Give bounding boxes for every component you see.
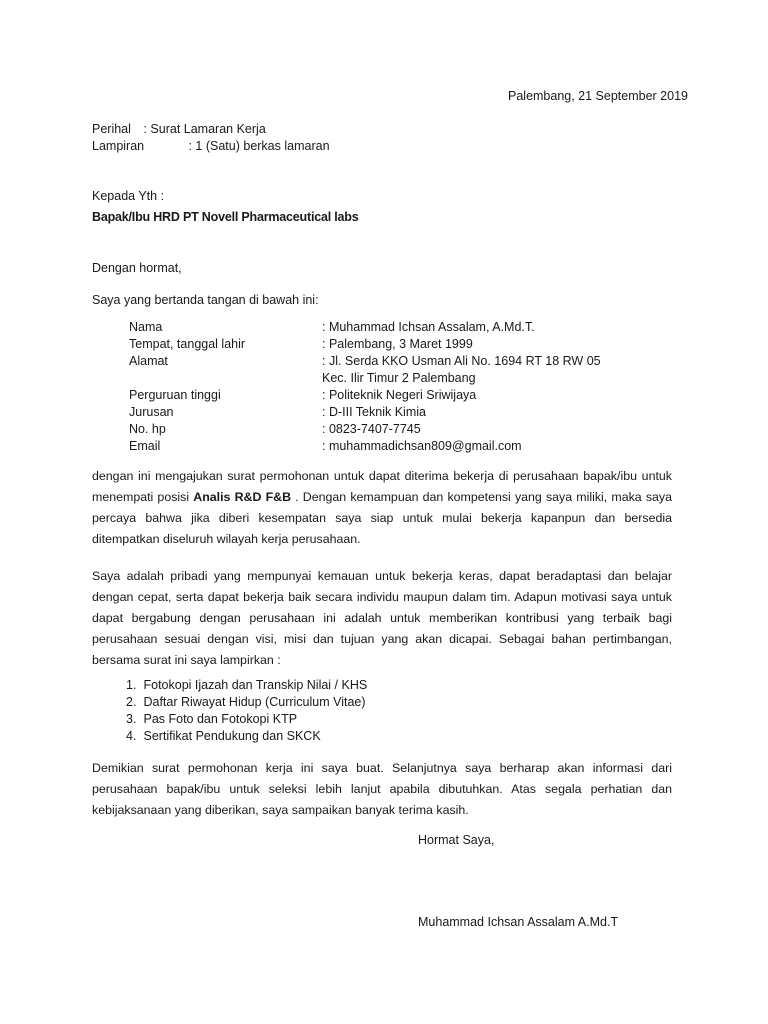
detail-value: Kec. Ilir Timur 2 Palembang <box>322 371 476 385</box>
list-text: Sertifikat Pendukung dan SKCK <box>143 729 321 743</box>
detail-row <box>129 353 629 370</box>
list-number: 4. <box>126 729 137 743</box>
applicant-details <box>129 319 629 455</box>
detail-label: Email <box>129 439 161 453</box>
detail-row <box>129 421 629 438</box>
intro-text: Saya yang bertanda tangan di bawah ini: <box>92 293 319 307</box>
detail-row <box>129 336 629 353</box>
detail-value: : Palembang, 3 Maret 1999 <box>322 337 473 351</box>
detail-label: Jurusan <box>129 405 174 419</box>
paragraph-closing: Demikian surat permohonan kerja ini saya buat. Selanjutnya saya berharap akan informasi dari perusahaan bapak/ibu untuk seleksi lebih lanjut apabila dibutuhkan. Atas segala perhatian dan kebijaksanaan yang diberikan, saya sampaikan banyak terima kasih. <box>92 761 672 817</box>
attachment-row <box>92 138 330 155</box>
detail-value: : Jl. Serda KKO Usman Ali No. 1694 RT 18 RW 05 <box>322 354 601 368</box>
attachment-value: : 1 (Satu) berkas lamaran <box>188 139 330 153</box>
detail-label: Perguruan tinggi <box>129 388 221 402</box>
paragraph-application <box>92 466 672 550</box>
detail-row <box>129 387 629 404</box>
list-number: 3. <box>126 712 137 726</box>
list-item <box>126 694 367 711</box>
detail-row <box>129 319 629 336</box>
paragraph-text: dengan ini mengajukan surat permohonan untuk dapat diterima bekerja di perusahaan bapak/ibu untuk menempati posisi <box>92 469 672 504</box>
list-text: Daftar Riwayat Hidup (Curriculum Vitae) <box>143 695 366 709</box>
detail-label: Tempat, tanggal lahir <box>129 337 246 351</box>
detail-value: : Politeknik Negeri Sriwijaya <box>322 388 477 402</box>
greeting: Dengan hormat, <box>92 261 182 275</box>
closing-salutation: Hormat Saya, <box>418 833 495 847</box>
list-number: 2. <box>126 695 137 709</box>
list-text: Pas Foto dan Fotokopi KTP <box>143 712 298 726</box>
attachment-list <box>126 677 367 745</box>
subject-value: : Surat Lamaran Kerja <box>143 122 266 136</box>
detail-row <box>129 438 629 455</box>
detail-value: : D-III Teknik Kimia <box>322 405 426 419</box>
list-number: 1. <box>126 678 137 692</box>
detail-label: No. hp <box>129 422 166 436</box>
detail-value: : Muhammad Ichsan Assalam, A.Md.T. <box>322 320 535 334</box>
letter-date: Palembang, 21 September 2019 <box>508 89 688 103</box>
subject-row <box>92 121 266 138</box>
detail-value: : muhammadichsan809@gmail.com <box>322 439 522 453</box>
paragraph-motivation: Saya adalah pribadi yang mempunyai kemauan untuk bekerja keras, dapat beradaptasi dan belajar dengan cepat, serta dapat bekerja baik secara individu maupun dalam tim. Adapun motivasi saya untuk dapat bergabung dengan perusahaan ini adalah untuk memberikan kontribusi yang terbaik bagi perusahaan sesuai dengan visi, misi dan tujuan yang akan dicapai. Sebagai bahan pertimbangan, bersama surat ini saya lampirkan : <box>92 569 672 667</box>
paragraph-text: . Dengan kemampuan dan kompetensi yang saya miliki, maka saya percaya bahwa jika diberi kesempatan saya siap untuk mulai bekerja kapanpun dan bersedia ditempatkan diseluruh wilayah kerja perusahaan. <box>92 490 672 546</box>
list-text: Fotokopi Ijazah dan Transkip Nilai / KHS <box>143 678 368 692</box>
detail-label: Nama <box>129 320 163 334</box>
position-highlight: Analis R&D F&B <box>193 490 292 504</box>
detail-label: Alamat <box>129 354 168 368</box>
detail-label <box>129 370 322 387</box>
list-item <box>126 728 367 745</box>
subject-label: Perihal <box>92 122 131 136</box>
detail-row <box>129 404 629 421</box>
recipient-name: Bapak/Ibu HRD PT Novell Pharmaceutical labs <box>92 210 359 224</box>
signature-name: Muhammad Ichsan Assalam A.Md.T <box>418 915 619 929</box>
detail-row <box>129 370 629 387</box>
recipient-to: Kepada Yth : <box>92 189 165 203</box>
attachment-label: Lampiran <box>92 139 145 153</box>
list-item <box>126 711 367 728</box>
list-item <box>126 677 367 694</box>
detail-value: : 0823-7407-7745 <box>322 422 421 436</box>
